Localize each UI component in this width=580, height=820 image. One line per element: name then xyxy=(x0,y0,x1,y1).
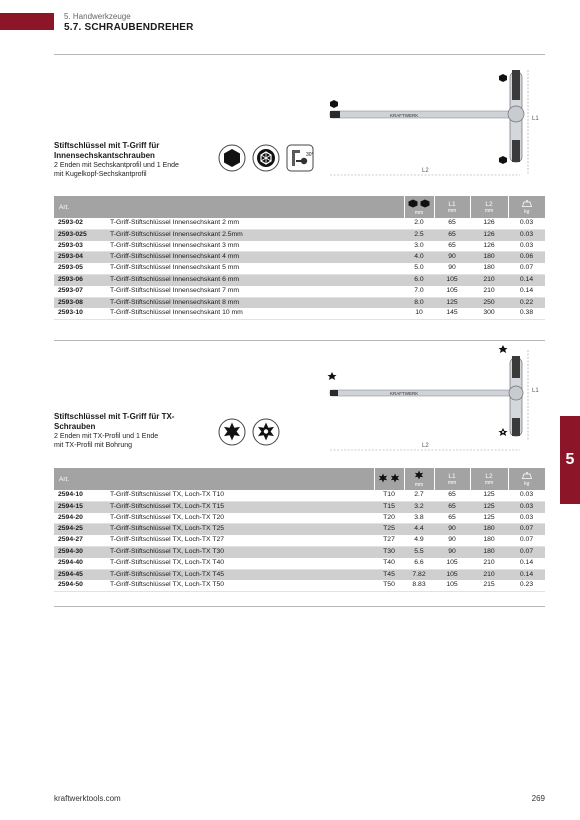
col-weight: kg xyxy=(508,196,545,218)
col-weight: kg xyxy=(508,468,545,490)
page-number: 269 xyxy=(531,794,545,803)
table-row: 2594-30 T-Griff-Stiftschlüssel TX, Loch-TX T30 T30 5.5 90 180 0.07 xyxy=(54,546,545,557)
table-row: 2594-20 T-Griff-Stiftschlüssel TX, Loch-TX T20 T20 3.8 65 125 0.03 xyxy=(54,513,545,524)
t-handle-torx-key-image xyxy=(320,340,545,462)
col-article: Art. xyxy=(54,196,106,218)
table-row: 2594-15 T-Griff-Stiftschlüssel TX, Loch-TX T15 T15 3.2 65 125 0.03 xyxy=(54,501,545,512)
col-l1: L1 mm xyxy=(434,196,470,218)
hexagon-icon xyxy=(218,144,246,172)
product2-spec-table xyxy=(54,468,545,592)
ball-end-hex-icon xyxy=(286,144,314,172)
torx-mm-icon xyxy=(414,470,424,480)
table-header-row xyxy=(54,196,545,218)
t-handle-hex-key-image xyxy=(320,62,545,184)
tool-brand: KRAFTWERK xyxy=(390,113,419,118)
table-row: 2593-08 T-Griff-Stiftschlüssel Innensechskant 8 mm 8.0 125 250 0.22 xyxy=(54,297,545,308)
product2-desc-line1: 2 Enden mit TX-Profil und 1 Ende xyxy=(54,433,159,440)
table-row: 2593-05 T-Griff-Stiftschlüssel Innensechskant 5 mm 5.0 90 180 0.07 xyxy=(54,263,545,274)
table-row: 2594-25 T-Griff-Stiftschlüssel TX, Loch-TX T25 T25 4.4 90 180 0.07 xyxy=(54,524,545,535)
table-row: 2593-04 T-Griff-Stiftschlüssel Innensechskant 4 mm 4.0 90 180 0.06 xyxy=(54,252,545,263)
dim-l2-label-2: L2 xyxy=(422,443,429,449)
table-row: 2594-50 T-Griff-Stiftschlüssel TX, Loch-TX T50 T50 8.83 105 215 0.23 xyxy=(54,580,545,591)
product1-title: Stiftschlüssel mit T-Griff für Innensechskantschrauben xyxy=(54,141,160,160)
table-header-row xyxy=(54,468,545,490)
col-tx-size xyxy=(374,468,404,490)
weight-icon xyxy=(522,472,532,479)
table-row: 2594-40 T-Griff-Stiftschlüssel TX, Loch-TX T40 T40 6.6 105 210 0.14 xyxy=(54,558,545,569)
table-row: 2593-06 T-Griff-Stiftschlüssel Innensechskant 6 mm 6.0 105 210 0.14 xyxy=(54,274,545,285)
dim-l2-label: L2 xyxy=(422,168,429,174)
divider xyxy=(54,606,545,607)
col-article: Art. xyxy=(54,468,106,490)
col-description xyxy=(106,196,404,218)
table-row: 2593-03 T-Griff-Stiftschlüssel Innensechskant 3 mm 3.0 65 126 0.03 xyxy=(54,241,545,252)
torx-icon xyxy=(218,418,246,446)
table-row: 2593-10 T-Griff-Stiftschlüssel Innensechskant 10 mm 10 145 300 0.38 xyxy=(54,308,545,319)
section-title: 5.7. SCHRAUBENDREHER xyxy=(64,22,194,33)
table-row: 2594-45 T-Griff-Stiftschlüssel TX, Loch-TX T45 T45 7.82 105 210 0.14 xyxy=(54,569,545,580)
product2-desc-line2: mit TX-Profil mit Bohrung xyxy=(54,442,133,449)
svg-text:30°: 30° xyxy=(306,152,314,158)
hex-socket-icon xyxy=(252,144,280,172)
hex-size-icon xyxy=(407,199,431,208)
weight-icon xyxy=(522,200,532,207)
torx-tamper-icon xyxy=(252,418,280,446)
col-l1: L1 mm xyxy=(434,468,470,490)
col-mm: mm xyxy=(404,468,434,490)
header-accent-bar xyxy=(0,13,54,30)
chapter-label: 5. Handwerkzeuge xyxy=(64,12,131,21)
col-l2: L2 mm xyxy=(470,196,508,218)
product1-desc-line2: mit Kugelkopf-Sechskantprofil xyxy=(54,171,147,178)
footer-website[interactable]: kraftwerktools.com xyxy=(54,794,121,803)
torx-size-icon xyxy=(377,473,401,483)
col-size: mm xyxy=(404,196,434,218)
table-row: 2594-10 T-Griff-Stiftschlüssel TX, Loch-TX T10 T10 2.7 65 125 0.03 xyxy=(54,490,545,501)
col-description xyxy=(106,468,374,490)
product1-spec-table xyxy=(54,196,545,320)
dim-l1-label: L1 xyxy=(532,116,539,122)
table-row: 2594-27 T-Griff-Stiftschlüssel TX, Loch-TX T27 T27 4.9 90 180 0.07 xyxy=(54,535,545,546)
product2-title: Stiftschlüssel mit T-Griff für TX-Schrauben xyxy=(54,412,175,431)
col-l2: L2 mm xyxy=(470,468,508,490)
dim-l1-label-2: L1 xyxy=(532,388,539,394)
tool-brand-2: KRAFTWERK xyxy=(390,391,419,396)
divider xyxy=(54,54,545,55)
chapter-side-tab: 5 xyxy=(560,416,580,504)
table-row: 2593-07 T-Griff-Stiftschlüssel Innensechskant 7 mm 7.0 105 210 0.14 xyxy=(54,286,545,297)
table-row: 2593-02 T-Griff-Stiftschlüssel Innensechskant 2 mm 2.0 65 126 0.03 xyxy=(54,218,545,229)
table-row: 2593-025 T-Griff-Stiftschlüssel Innensechskant 2.5mm 2.5 65 126 0.03 xyxy=(54,229,545,240)
product1-desc-line1: 2 Enden mit Sechskantprofil und 1 Ende xyxy=(54,162,179,169)
